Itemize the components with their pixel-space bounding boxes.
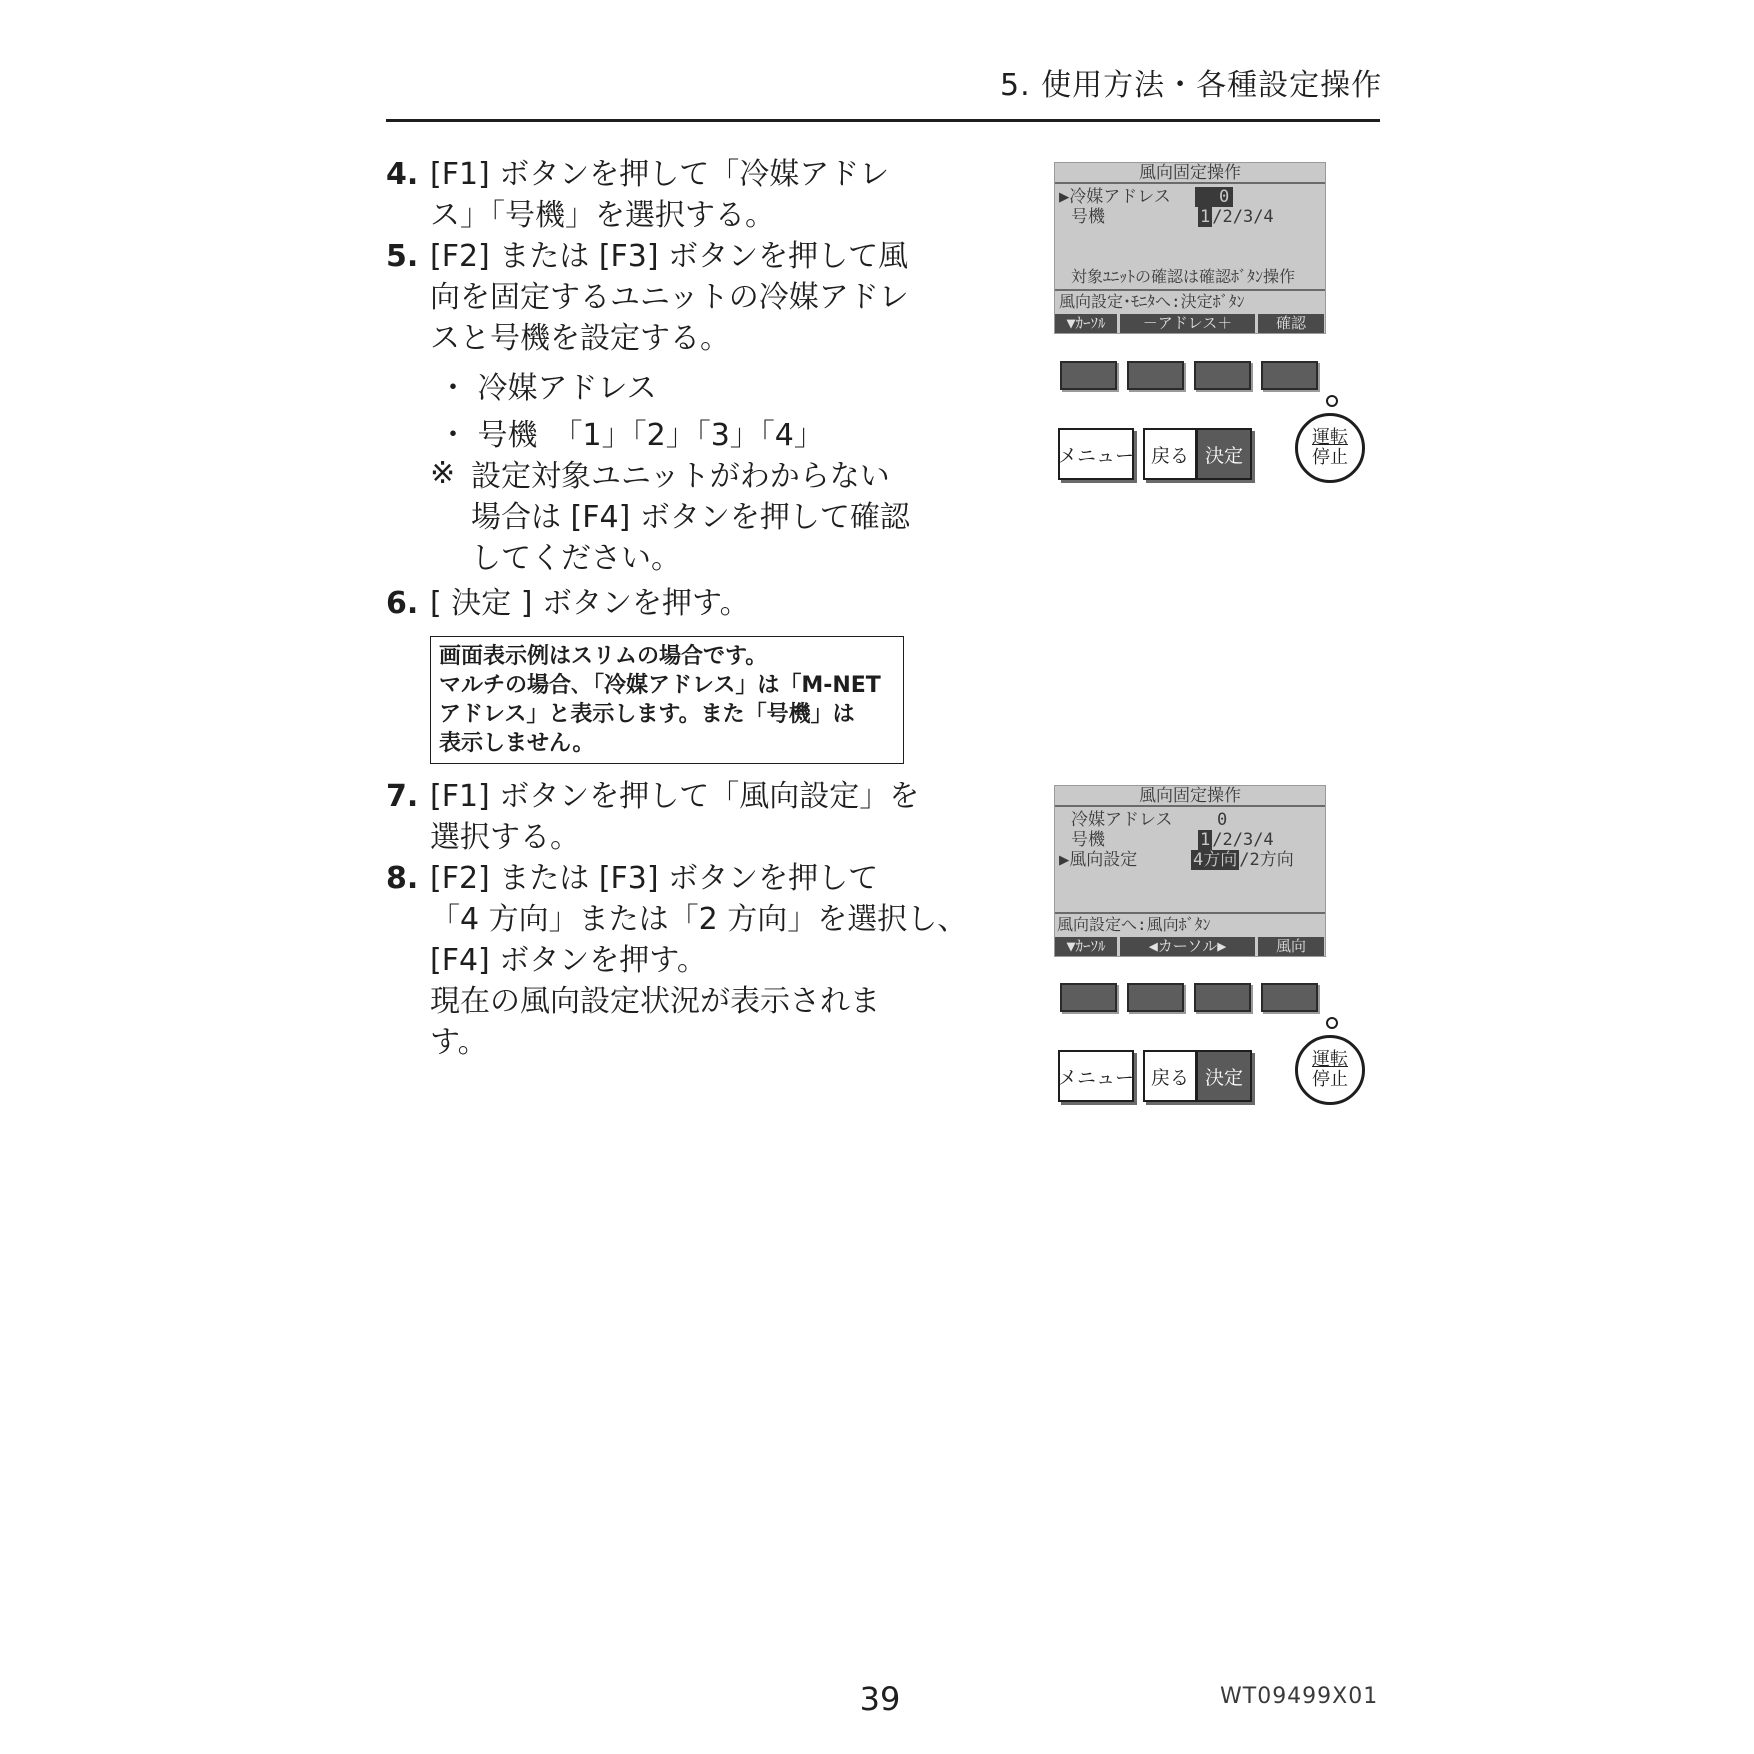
notebox-line: 画面表示例はスリムの場合です。 <box>439 644 768 669</box>
f4-button[interactable] <box>1261 361 1318 390</box>
unit-number-rest: /2/3/4 <box>1212 830 1274 850</box>
step-number: 4. <box>386 157 419 192</box>
notebox-line: マルチの場合､「冷媒アドレス」は「M-NET <box>439 673 881 698</box>
screen-info-line: 対象ﾕﾆｯﾄの確認は確認ﾎﾞﾀﾝ操作 <box>1071 267 1296 286</box>
screen-title: 風向固定操作 <box>1055 163 1325 184</box>
f3-button[interactable] <box>1194 983 1251 1012</box>
f4-button[interactable] <box>1261 983 1318 1012</box>
f1-button[interactable] <box>1060 361 1117 390</box>
power-button-top-label: 運転 <box>1312 1049 1348 1070</box>
refrigerant-address-label: ▶冷媒アドレス <box>1059 187 1171 207</box>
section-header: 5. 使用方法・各種設定操作 <box>1000 68 1383 103</box>
header-rule <box>386 119 1380 122</box>
f4-label: 風向 <box>1258 937 1324 956</box>
power-led-icon <box>1326 1017 1338 1029</box>
menu-button[interactable]: メニュー <box>1058 428 1134 480</box>
notebox-line: 表示しません。 <box>439 731 595 756</box>
step-line: 向を固定するユニットの冷媒アドレ <box>430 280 909 315</box>
step-line: [F4] ボタンを押す。 <box>430 943 707 978</box>
power-button-top-label: 運転 <box>1312 427 1348 448</box>
menu-button[interactable]: メニュー <box>1058 1050 1134 1102</box>
refrigerant-address-value: 0 <box>1195 187 1233 207</box>
function-keys-1 <box>1060 361 1318 390</box>
note-mark: ※ <box>430 456 456 491</box>
step-line: スと号機を設定する。 <box>430 321 730 356</box>
power-button[interactable] <box>1295 1035 1365 1105</box>
unit-number-label: 号機 <box>1071 830 1105 850</box>
step-line: す。 <box>430 1025 488 1060</box>
airflow-direction-selected: 4方向 <box>1193 850 1238 870</box>
f2-f3-label: ◀カーソル▶ <box>1120 937 1255 956</box>
bullet-unit-number: ・ 号機 「1」「2」「3」「4」 <box>438 418 824 453</box>
refrigerant-address-value: 0 <box>1217 810 1228 830</box>
step-line: [ 決定 ] ボタンを押す。 <box>430 586 750 621</box>
f1-label: ▼ｶｰｿﾙ <box>1055 314 1117 333</box>
airflow-direction-label: ▶風向設定 <box>1059 850 1138 870</box>
step-line: 「4 方向」または「2 方向」を選択し、 <box>430 902 968 937</box>
unit-number-value <box>1198 207 1274 227</box>
f1-label: ▼ｶｰｿﾙ <box>1055 937 1117 956</box>
screen-guide-line: 風向設定･ﾓﾆﾀへ:決定ﾎﾞﾀﾝ <box>1059 292 1245 311</box>
screen-divider <box>1055 289 1325 291</box>
f2-f3-label: －アドレス＋ <box>1120 314 1255 333</box>
page-number: 39 <box>859 1680 901 1718</box>
power-button[interactable] <box>1295 413 1365 483</box>
back-button[interactable]: 戻る <box>1143 1050 1197 1102</box>
step-line: 選択する。 <box>430 820 580 855</box>
notebox-line: アドレス」と表示します。また「号機」は <box>439 702 855 727</box>
step-line: 現在の風向設定状況が表示されま <box>430 984 880 1019</box>
note-line: 設定対象ユニットがわからない <box>471 459 890 494</box>
screen-guide-line: 風向設定へ:風向ﾎﾞﾀﾝ <box>1057 915 1211 934</box>
airflow-direction-value <box>1191 850 1294 870</box>
step-line: [F2] または [F3] ボタンを押して風 <box>430 239 909 274</box>
step-line: [F1] ボタンを押して「冷媒アドレ <box>430 157 890 192</box>
display-note-box <box>430 636 904 764</box>
refrigerant-address-label: 冷媒アドレス <box>1071 810 1173 830</box>
unit-number-label: 号機 <box>1071 207 1105 227</box>
power-button-bottom-label: 停止 <box>1312 447 1348 468</box>
step-number: 8. <box>386 861 419 896</box>
step-line: ス」「号機」を選択する。 <box>430 198 775 233</box>
note-text <box>471 456 910 579</box>
refrigerant-address-row <box>1059 187 1233 207</box>
unit-number-rest: /2/3/4 <box>1212 207 1274 227</box>
step-number: 7. <box>386 779 419 814</box>
step-5 <box>386 236 926 359</box>
step-line: [F2] または [F3] ボタンを押して <box>430 861 879 896</box>
lcd-screen-1 <box>1054 162 1326 334</box>
function-label-bar <box>1055 937 1325 956</box>
step-4 <box>386 154 926 236</box>
note-line: 場合は [F4] ボタンを押して確認 <box>471 500 910 535</box>
step-number: 6. <box>386 586 419 621</box>
airflow-direction-rest: /2方向 <box>1239 850 1294 870</box>
unit-number-selected: 1 <box>1200 830 1211 850</box>
step-line: [F1] ボタンを押して「風向設定」を <box>430 779 920 814</box>
step-number: 5. <box>386 239 419 274</box>
enter-button[interactable]: 決定 <box>1196 1050 1252 1102</box>
power-button-bottom-label: 停止 <box>1312 1069 1348 1090</box>
f2-button[interactable] <box>1127 361 1184 390</box>
bullet-refrigerant-address: ・ 冷媒アドレス <box>438 371 657 406</box>
back-button[interactable]: 戻る <box>1143 428 1197 480</box>
f4-label: 確認 <box>1258 314 1324 333</box>
function-keys-2 <box>1060 983 1318 1012</box>
unit-number-value <box>1198 830 1274 850</box>
step-8 <box>386 858 968 1063</box>
power-led-icon <box>1326 395 1338 407</box>
f2-button[interactable] <box>1127 983 1184 1012</box>
screen-title: 風向固定操作 <box>1055 786 1325 807</box>
document-code: WT09499X01 <box>1220 1684 1379 1709</box>
function-label-bar <box>1055 314 1325 333</box>
lcd-screen-2 <box>1054 785 1326 957</box>
note-line: してください。 <box>471 541 681 576</box>
step-7 <box>386 776 926 858</box>
screen-divider <box>1055 912 1325 914</box>
enter-button[interactable]: 決定 <box>1196 428 1252 480</box>
unit-number-selected: 1 <box>1200 207 1211 227</box>
f1-button[interactable] <box>1060 983 1117 1012</box>
step-6 <box>386 583 926 624</box>
f3-button[interactable] <box>1194 361 1251 390</box>
